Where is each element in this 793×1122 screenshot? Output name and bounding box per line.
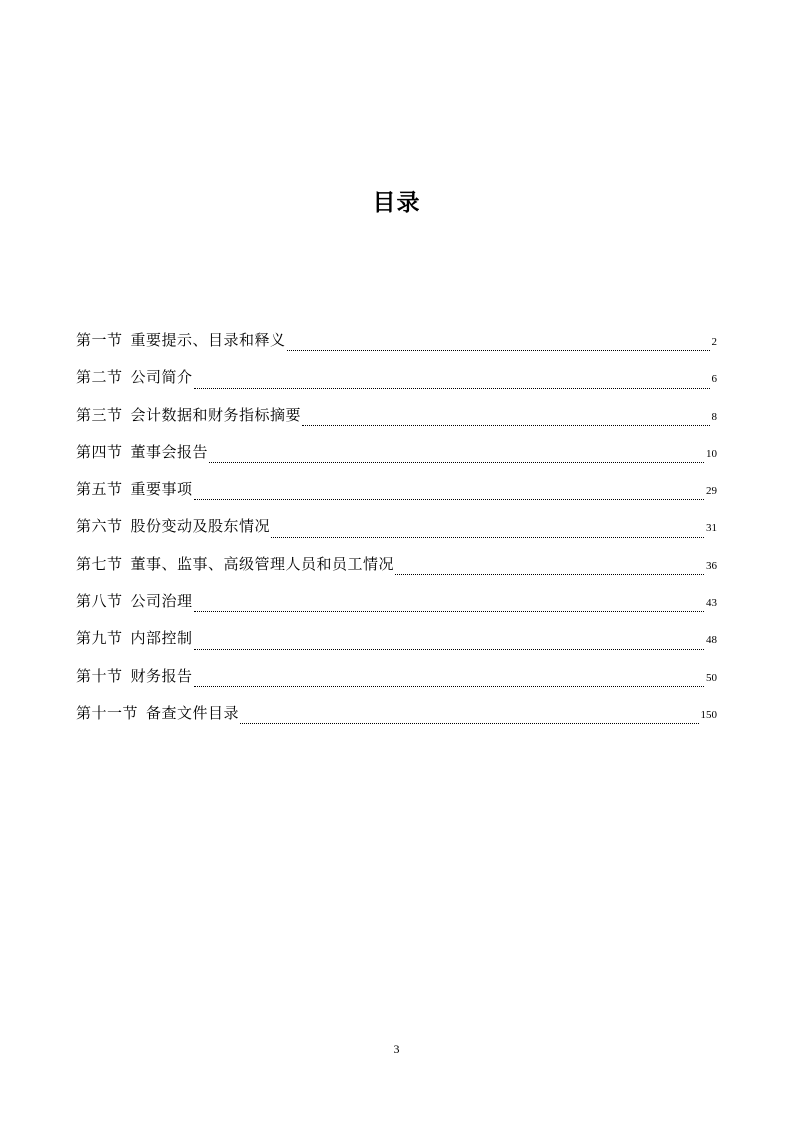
toc-section-title: 会计数据和财务指标摘要 <box>130 405 302 424</box>
toc-entry[interactable] <box>76 553 717 590</box>
toc-section-number: 第三节 <box>76 405 123 424</box>
toc-page-number: 43 <box>706 597 717 610</box>
toc-section-number: 第八节 <box>76 592 123 611</box>
toc-entry[interactable] <box>76 441 717 478</box>
toc-entry-label <box>76 702 239 724</box>
dot-leader <box>271 537 704 538</box>
toc-page-number: 31 <box>706 522 717 535</box>
toc-entry-label <box>76 478 193 500</box>
toc-section-number: 第四节 <box>76 442 123 461</box>
toc-section-number: 第七节 <box>76 554 123 573</box>
dot-leader <box>287 350 710 351</box>
toc-section-title: 重要提示、目录和释义 <box>130 331 286 349</box>
toc-section-number: 第六节 <box>76 517 123 536</box>
toc-entry-label <box>76 441 208 463</box>
toc-page-number: 6 <box>711 373 717 386</box>
toc-page-number: 8 <box>711 410 717 423</box>
toc-section-title: 董事、监事、高级管理人员和员工情况 <box>130 554 395 573</box>
dot-leader <box>194 388 710 389</box>
dot-leader <box>194 649 704 650</box>
toc-entry-label <box>76 366 193 388</box>
toc-section-title: 内部控制 <box>130 629 193 648</box>
toc-section-title: 重要事项 <box>130 480 193 499</box>
toc-entry[interactable] <box>76 404 717 441</box>
dot-leader <box>194 611 704 612</box>
page-number: 3 <box>393 1042 400 1056</box>
toc-section-number: 第五节 <box>76 480 123 499</box>
toc-page-number: 150 <box>700 708 717 721</box>
toc-entry-label <box>76 590 193 612</box>
toc-section-number: 第十一节 <box>76 703 139 722</box>
toc-entry[interactable] <box>76 366 717 403</box>
toc-entry[interactable] <box>76 702 717 739</box>
toc-entry[interactable] <box>76 329 717 366</box>
toc-entry[interactable] <box>76 665 717 702</box>
toc-entry-label <box>76 515 270 537</box>
toc-entry[interactable] <box>76 478 717 515</box>
toc-page-number: 2 <box>711 336 717 348</box>
toc-section-number: 第九节 <box>76 629 123 648</box>
toc-section-title: 公司治理 <box>130 592 193 611</box>
toc-section-title: 公司简介 <box>130 368 193 387</box>
toc-page-number: 36 <box>706 559 717 572</box>
toc-section-title: 备查文件目录 <box>146 703 240 722</box>
toc-entry[interactable] <box>76 590 717 627</box>
toc-section-number: 第二节 <box>76 368 123 387</box>
toc-section-title: 财务报告 <box>130 666 193 685</box>
toc-section-number: 第一节 <box>76 331 123 349</box>
page-title: 目录 <box>372 190 421 216</box>
toc-entry[interactable] <box>76 515 717 552</box>
toc-page-number: 50 <box>706 671 717 684</box>
toc-section-title: 股份变动及股东情况 <box>130 517 271 536</box>
toc-page-number: 48 <box>706 634 717 647</box>
toc-entry-label <box>76 404 301 426</box>
dot-leader <box>194 686 704 687</box>
toc-page-number: 10 <box>706 447 717 460</box>
toc-entry[interactable] <box>76 627 717 664</box>
table-of-contents <box>76 329 717 739</box>
dot-leader <box>302 425 709 426</box>
toc-section-number: 第十节 <box>76 666 123 685</box>
toc-entry-label <box>76 627 193 649</box>
toc-section-title: 董事会报告 <box>130 442 209 461</box>
toc-entry-label <box>76 553 394 575</box>
dot-leader <box>209 462 704 463</box>
dot-leader <box>194 499 704 500</box>
dot-leader <box>240 723 698 724</box>
toc-page-number: 29 <box>706 485 717 498</box>
toc-entry-label <box>76 329 286 351</box>
dot-leader <box>395 574 704 575</box>
toc-entry-label <box>76 665 193 687</box>
